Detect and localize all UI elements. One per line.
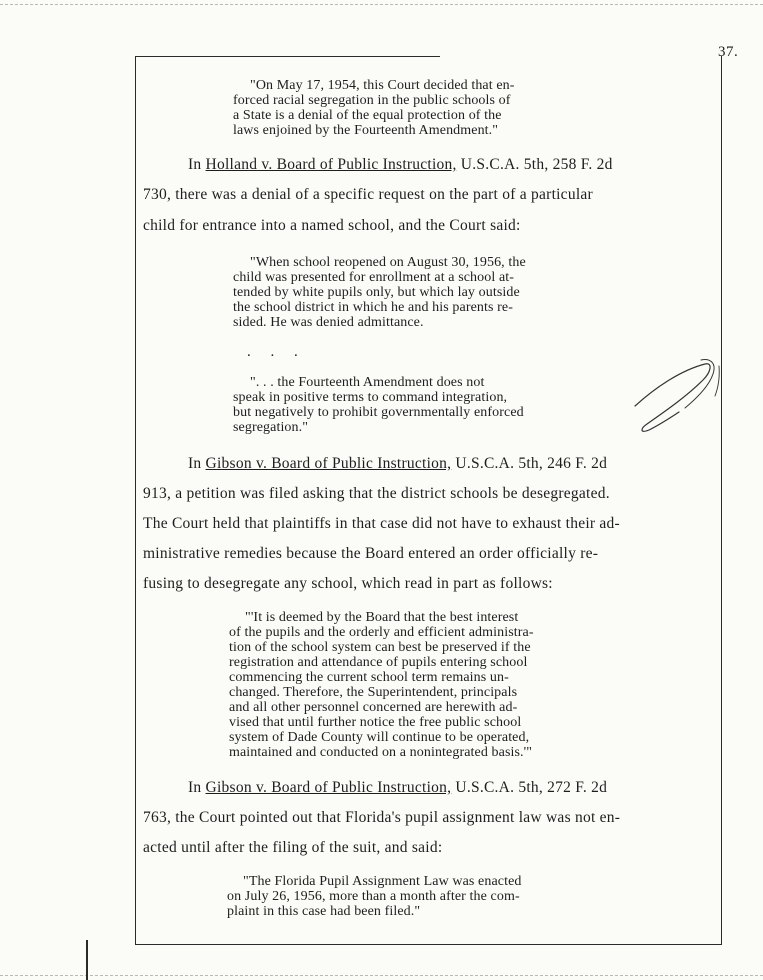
quote5-line: "The Florida Pupil Assignment Law was enacted bbox=[243, 874, 522, 889]
case-citation: Holland v. Board of Public Instruction, bbox=[205, 156, 457, 173]
quote3-line: ". . . the Fourteenth Amendment does not bbox=[250, 375, 485, 390]
para2-line-5: fusing to desegregate any school, which read in part as follows: bbox=[143, 575, 553, 592]
para2-line-3: The Court held that plaintiffs in that case did not have to exhaust their ad- bbox=[143, 515, 620, 532]
quote1-line: laws enjoined by the Fourteenth Amendment." bbox=[233, 123, 499, 138]
quote3-line: but negatively to prohibit governmentally enforced bbox=[233, 405, 524, 420]
quote2-line: child was presented for enrollment at a school at- bbox=[233, 270, 515, 285]
quote5-line: plaint in this case had been filed." bbox=[227, 904, 421, 919]
case-citation: Gibson v. Board of Public Instruction, bbox=[205, 779, 452, 796]
para1-line-1: In Holland v. Board of Public Instruction, U.S.C.A. 5th, 258 F. 2d bbox=[188, 156, 613, 173]
page-number: 37. bbox=[718, 44, 739, 60]
para2-line-2: 913, a petition was filed asking that the district schools be desegregated. bbox=[143, 485, 610, 502]
quote2-line: sided. He was denied admittance. bbox=[233, 315, 424, 330]
quote3-line: segregation." bbox=[233, 420, 309, 435]
bottom-scan-edge bbox=[0, 975, 763, 976]
quote4-line: registration and attendance of pupils entering school bbox=[229, 655, 528, 670]
handwritten-mark-icon bbox=[627, 358, 727, 450]
para3-line-3: acted until after the filing of the suit, and said: bbox=[143, 839, 443, 856]
quote2-line: the school district in which he and his parents re- bbox=[233, 300, 513, 315]
quote4-line: of the pupils and the orderly and efficient administra- bbox=[229, 625, 534, 640]
quote2-line: "When school reopened on August 30, 1956, the bbox=[250, 255, 526, 270]
quote4-line: vised that until further notice the free public school bbox=[229, 715, 522, 730]
para1-line-2: 730, there was a denial of a specific request on the part of a particular bbox=[143, 186, 593, 203]
para2-line-4: ministrative remedies because the Board entered an order officially re- bbox=[143, 545, 599, 562]
para3-line-2: 763, the Court pointed out that Florida's pupil assignment law was not en- bbox=[143, 809, 621, 826]
para1-line-3: child for entrance into a named school, and the Court said: bbox=[143, 217, 521, 234]
quote2-line: tended by white pupils only, but which lay outside bbox=[233, 285, 520, 300]
case-citation: Gibson v. Board of Public Instruction, bbox=[205, 455, 452, 472]
quote3-line: speak in positive terms to command integration, bbox=[233, 390, 508, 405]
quote4-line: "'It is deemed by the Board that the best interest bbox=[245, 610, 519, 625]
quote1-line: "On May 17, 1954, this Court decided that en- bbox=[250, 78, 515, 93]
quote4-line: tion of the school system can best be preserved if the bbox=[229, 640, 531, 655]
quote4-line: maintained and conducted on a nonintegrated basis.'" bbox=[229, 745, 533, 760]
binding-mark bbox=[86, 940, 88, 980]
quote5-line: on July 26, 1956, more than a month after the com- bbox=[227, 889, 520, 904]
para2-line-1: In Gibson v. Board of Public Instruction, U.S.C.A. 5th, 246 F. 2d bbox=[188, 455, 608, 472]
quote4-line: system of Dade County will continue to be operated, bbox=[229, 730, 530, 745]
quote4-line: commencing the current school term remains un- bbox=[229, 670, 509, 685]
para3-line-1: In Gibson v. Board of Public Instruction, U.S.C.A. 5th, 272 F. 2d bbox=[188, 779, 608, 796]
quote4-line: and all other personnel concerned are herewith ad- bbox=[229, 700, 518, 715]
quote1-line: a State is a denial of the equal protection of the bbox=[233, 108, 502, 123]
quote1-line: forced racial segregation in the public schools of bbox=[233, 93, 511, 108]
top-scan-edge bbox=[0, 4, 763, 5]
ellipsis: . . . bbox=[247, 344, 306, 360]
quote4-line: changed. Therefore, the Superintendent, principals bbox=[229, 685, 518, 700]
